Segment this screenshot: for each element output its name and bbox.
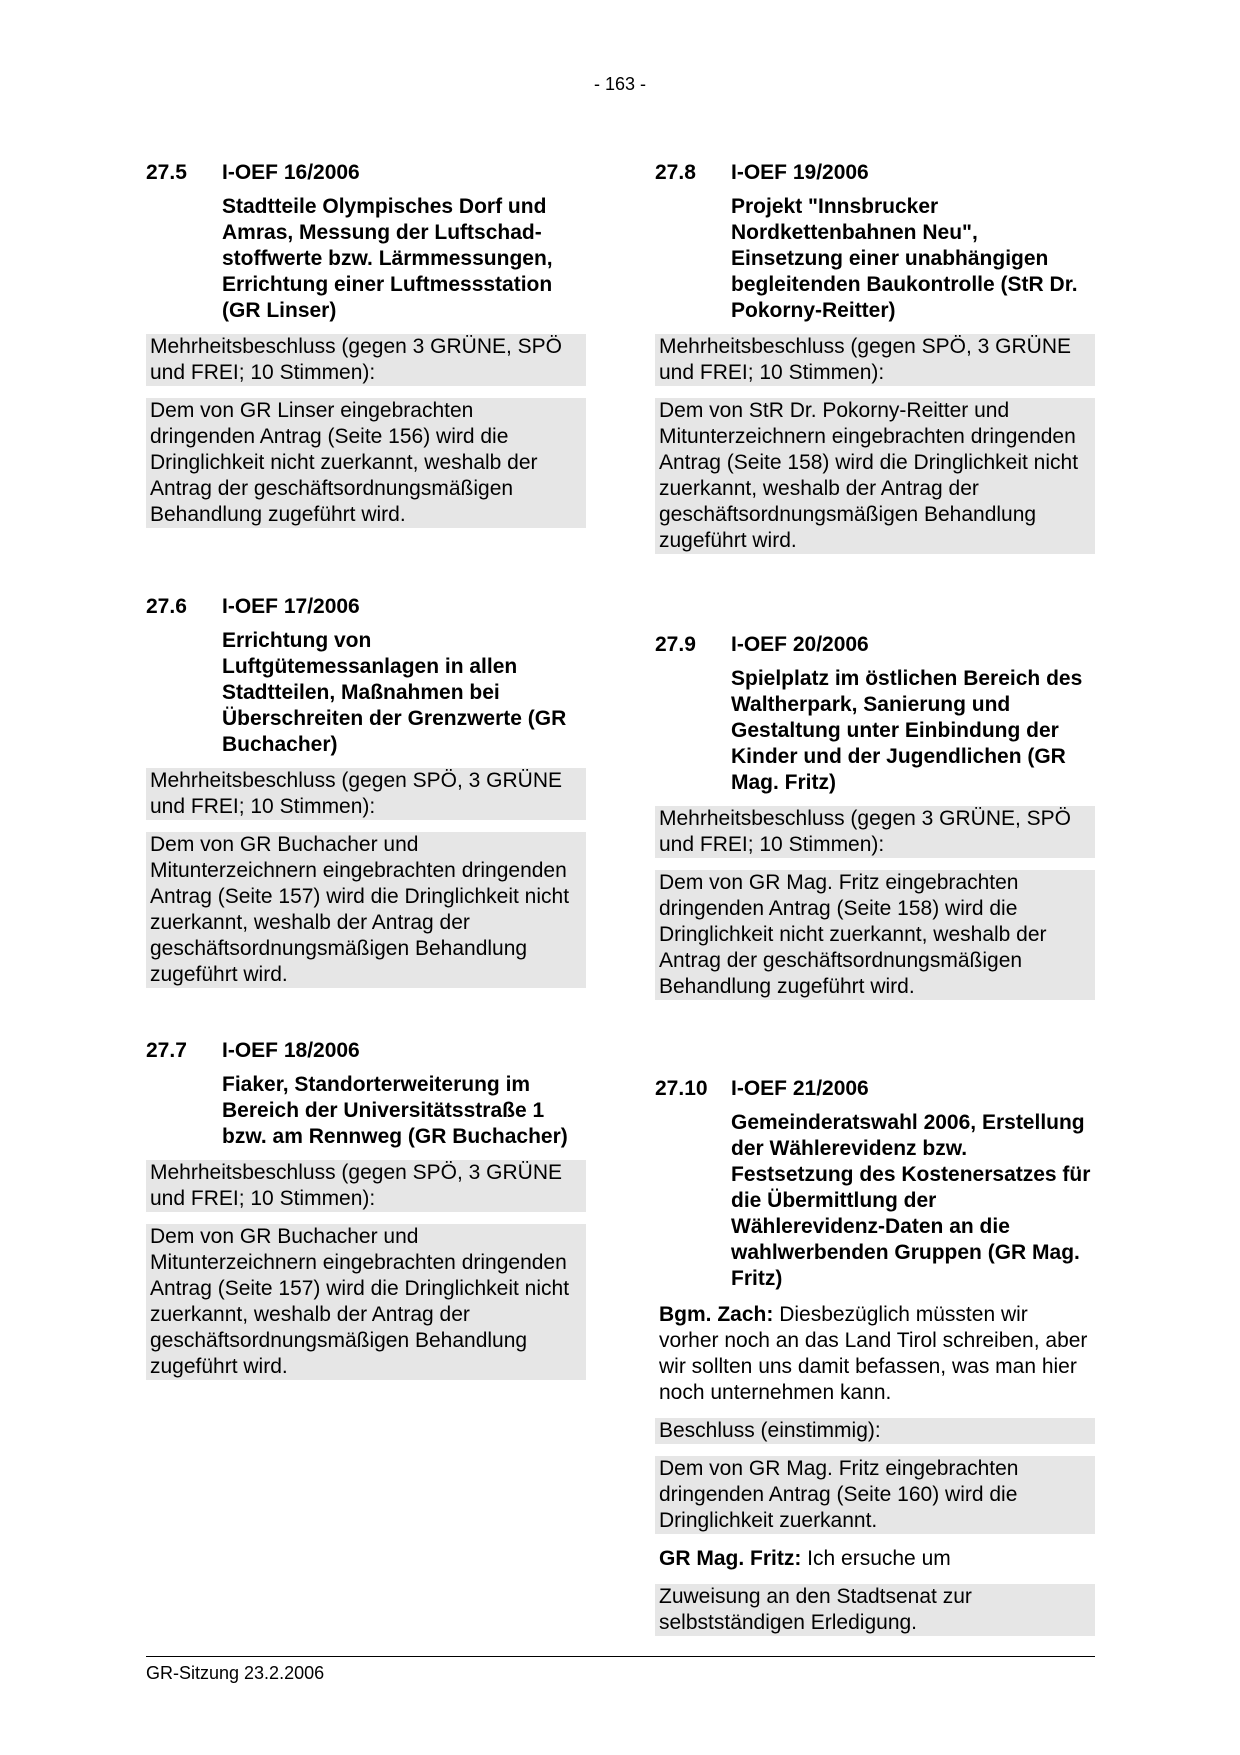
item-title: Errichtung von Luftgütemessanlagen in allen Stadtteilen, Maßnahmen bei Überschreiten der Grenzwerte (GR Buchacher): [222, 629, 567, 756]
item-code: I-OEF 16/2006: [222, 161, 360, 184]
speaker-statement: [655, 1302, 1095, 1406]
speech-text: Ich ersuche um: [807, 1547, 951, 1570]
item-number: 27.8: [655, 161, 696, 184]
request-text: Zuweisung an den Stadtsenat zur selbstständigen Erledigung.: [655, 1584, 1095, 1636]
item-code: I-OEF 19/2006: [731, 161, 869, 184]
item-title: Spielplatz im östlichen Bereich des Waltherpark, Sanierung und Gestaltung unter Einbindung der Kinder und der Jugendlichen (GR Mag. Fritz): [731, 667, 1083, 794]
vote-statement: Mehrheitsbeschluss (gegen 3 GRÜNE, SPÖ und FREI; 10 Stimmen):: [146, 334, 586, 386]
item-header: [655, 1076, 1095, 1110]
resolution-text: Dem von GR Linser eingebrachten dringenden Antrag (Seite 156) wird die Dringlichkeit nicht zuerkannt, weshalb der Antrag der geschäftsordnungsmäßigen Behandlung zugeführt wird.: [146, 398, 586, 528]
item-title: Stadtteile Olympisches Dorf und Amras, Messung der Luftschad-stoffwerte bzw. Lärmmessungen, Errichtung einer Luftmessstation (GR Linser): [222, 195, 553, 322]
item-code: I-OEF 21/2006: [731, 1077, 869, 1100]
vote-statement: Mehrheitsbeschluss (gegen SPÖ, 3 GRÜNE und FREI; 10 Stimmen):: [146, 768, 586, 820]
item-header: [655, 632, 1095, 666]
resolution-text: Dem von GR Mag. Fritz eingebrachten dringenden Antrag (Seite 160) wird die Dringlichkeit zuerkannt.: [655, 1456, 1095, 1534]
footer-divider: [146, 1656, 1095, 1657]
agenda-item-27-8: [655, 160, 1095, 566]
resolution-text: Dem von GR Buchacher und Mitunterzeichnern eingebrachten dringenden Antrag (Seite 157) wird die Dringlichkeit nicht zuerkannt, weshalb der Antrag der geschäftsordnungsmäßigen Behandlung zugeführt wird.: [146, 832, 586, 988]
footer-text: GR-Sitzung 23.2.2006: [146, 1663, 325, 1683]
item-number: 27.7: [146, 1039, 187, 1062]
item-code: I-OEF 18/2006: [222, 1039, 360, 1062]
speech-text: Diesbezüglich müssten wir vorher noch an das Land Tirol schreiben, aber wir sollten uns damit befassen, was man hier noch unternehmen kann.: [659, 1303, 1088, 1404]
speaker-name: GR Mag. Fritz:: [659, 1547, 802, 1570]
page-number: - 163 -: [593, 74, 647, 94]
item-number: 27.9: [655, 633, 696, 656]
vote-statement: Beschluss (einstimmig):: [655, 1418, 1095, 1444]
vote-statement: Mehrheitsbeschluss (gegen SPÖ, 3 GRÜNE und FREI; 10 Stimmen):: [655, 334, 1095, 386]
vote-statement: Mehrheitsbeschluss (gegen SPÖ, 3 GRÜNE und FREI; 10 Stimmen):: [146, 1160, 586, 1212]
speaker-name: Bgm. Zach:: [659, 1303, 774, 1326]
item-header: [146, 1038, 586, 1072]
item-code: I-OEF 17/2006: [222, 595, 360, 618]
item-number: 27.6: [146, 595, 187, 618]
item-title: Fiaker, Standorterweiterung im Bereich der Universitätsstraße 1 bzw. am Rennweg (GR Buchacher): [222, 1073, 568, 1148]
item-header: [146, 594, 586, 628]
item-number: 27.10: [655, 1077, 708, 1100]
item-number: 27.5: [146, 161, 187, 184]
item-header: [146, 160, 586, 194]
item-title: Gemeinderatswahl 2006, Erstellung der Wählerevidenz bzw. Festsetzung des Kostenersatzes für die Übermittlung der Wählerevidenz-Daten an die wahlwerbenden Gruppen (GR Mag. Fritz): [731, 1111, 1091, 1290]
item-code: I-OEF 20/2006: [731, 633, 869, 656]
resolution-text: Dem von StR Dr. Pokorny-Reitter und Mitunterzeichnern eingebrachten dringenden Antrag (Seite 158) wird die Dringlichkeit nicht zuerkannt, weshalb der Antrag der geschäftsordnungsmäßigen Behandlung zugeführt wird.: [655, 398, 1095, 554]
speaker-statement: [655, 1546, 1095, 1572]
agenda-item-27-10: [655, 1076, 1095, 1648]
agenda-item-27-5: [146, 160, 586, 540]
item-title: Projekt "Innsbrucker Nordkettenbahnen Neu", Einsetzung einer unabhängigen begleitenden Baukontrolle (StR Dr. Pokorny-Reitter): [731, 195, 1078, 322]
resolution-text: Dem von GR Buchacher und Mitunterzeichnern eingebrachten dringenden Antrag (Seite 157) wird die Dringlichkeit nicht zuerkannt, weshalb der Antrag der geschäftsordnungsmäßigen Behandlung zugeführt wird.: [146, 1224, 586, 1380]
agenda-item-27-6: [146, 594, 586, 1000]
agenda-item-27-7: [146, 1038, 586, 1392]
item-header: [655, 160, 1095, 194]
vote-statement: Mehrheitsbeschluss (gegen 3 GRÜNE, SPÖ und FREI; 10 Stimmen):: [655, 806, 1095, 858]
resolution-text: Dem von GR Mag. Fritz eingebrachten dringenden Antrag (Seite 158) wird die Dringlichkeit nicht zuerkannt, weshalb der Antrag der geschäftsordnungsmäßigen Behandlung zugeführt wird.: [655, 870, 1095, 1000]
agenda-item-27-9: [655, 632, 1095, 1012]
